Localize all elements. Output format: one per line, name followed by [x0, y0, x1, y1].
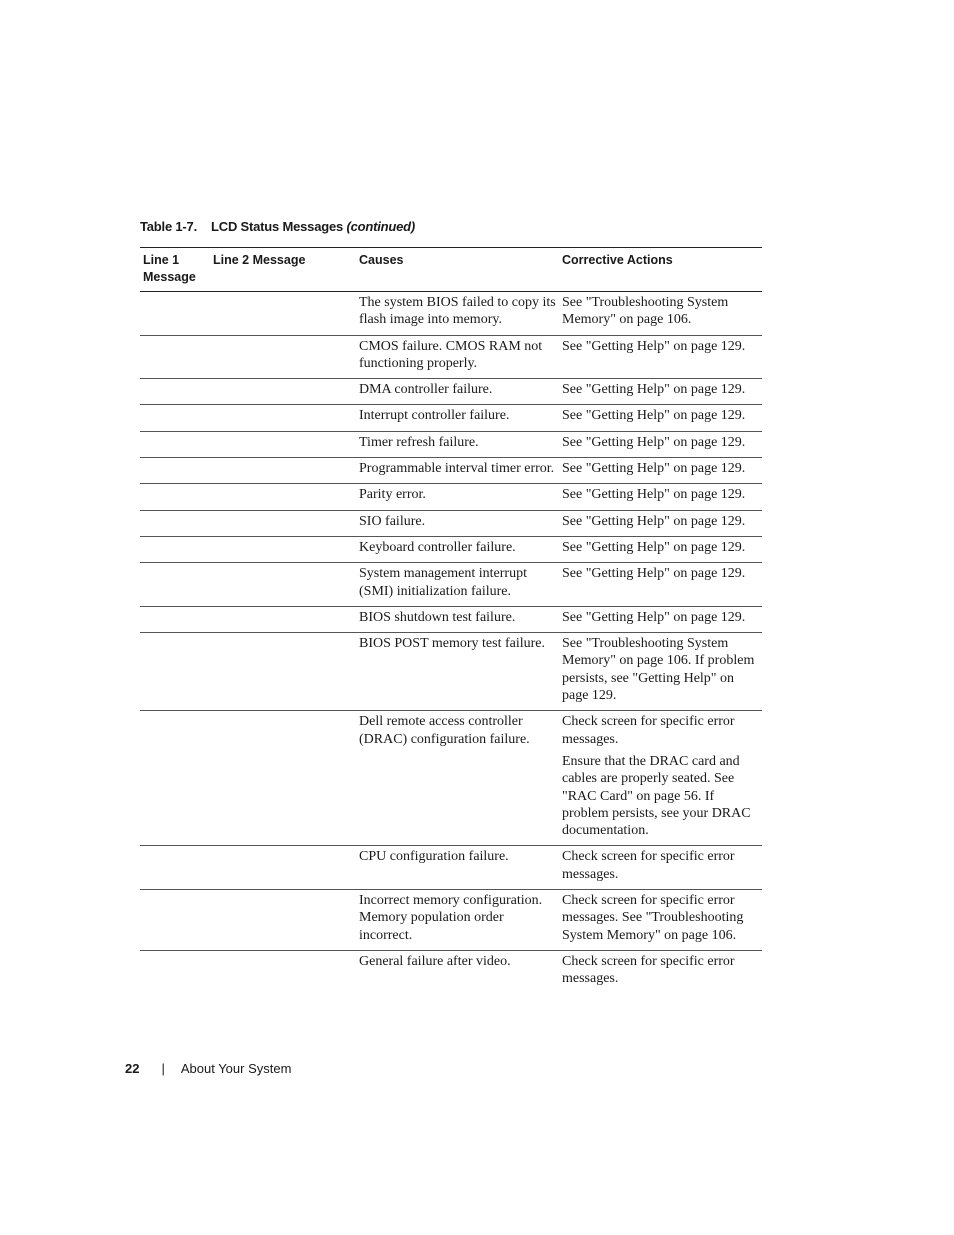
corrective-action-text: Check screen for specific error messages.: [562, 953, 735, 987]
table-body: [140, 292, 762, 994]
line1-message-cell: [140, 484, 210, 510]
corrective-action-text: See "Getting Help" on page 129.: [562, 408, 746, 424]
header-corrective-actions: Corrective Actions: [559, 248, 762, 292]
corrective-action-cell: [559, 484, 762, 510]
corrective-action-cell: [559, 379, 762, 405]
corrective-action-cell: [559, 711, 762, 846]
corrective-action-text: Ensure that the DRAC card and cables are properly seated. See "RAC Card" on page 56. If problem persists, see your DRAC documentation.: [562, 753, 751, 839]
line1-message-cell: [140, 510, 210, 536]
table-row: [140, 292, 762, 336]
corrective-action-text: Check screen for specific error messages.: [562, 849, 735, 882]
line2-message-cell: [210, 431, 356, 457]
page-number: 22: [125, 1061, 140, 1076]
line2-message-cell: [210, 379, 356, 405]
line2-message-cell: [210, 484, 356, 510]
table-row: [140, 606, 762, 632]
cause-cell: CMOS failure. CMOS RAM not functioning properly.: [356, 335, 559, 379]
corrective-action-cell: [559, 431, 762, 457]
corrective-action-cell: [559, 405, 762, 431]
table-row: [140, 431, 762, 457]
line1-message-cell: [140, 335, 210, 379]
line2-message-cell: [210, 510, 356, 536]
corrective-action-text: See "Troubleshooting System Memory" on page 106.: [562, 295, 729, 328]
line1-message-cell: [140, 379, 210, 405]
page-footer: [125, 1061, 291, 1076]
cause-cell: BIOS POST memory test failure.: [356, 633, 559, 711]
cause-cell: Programmable interval timer error.: [356, 458, 559, 484]
corrective-action-text: See "Getting Help" on page 129.: [562, 609, 746, 625]
line2-message-cell: [210, 846, 356, 890]
line2-message-cell: [210, 292, 356, 336]
line2-message-cell: [210, 890, 356, 951]
corrective-action-text: See "Getting Help" on page 129.: [562, 487, 746, 503]
corrective-action-text: See "Getting Help" on page 129.: [562, 539, 746, 555]
line1-message-cell: [140, 890, 210, 951]
corrective-action-cell: [559, 950, 762, 993]
corrective-action-cell: [559, 536, 762, 562]
table-row: [140, 890, 762, 951]
cause-cell: Interrupt controller failure.: [356, 405, 559, 431]
table-row: [140, 335, 762, 379]
corrective-action-text: See "Getting Help" on page 129.: [562, 566, 746, 582]
corrective-action-cell: [559, 335, 762, 379]
corrective-action-text: See "Getting Help" on page 129.: [562, 338, 746, 354]
line2-message-cell: [210, 633, 356, 711]
table-row: [140, 563, 762, 607]
cause-cell: Dell remote access controller (DRAC) configuration failure.: [356, 711, 559, 846]
corrective-action-text: See "Getting Help" on page 129.: [562, 513, 746, 529]
table-row: [140, 405, 762, 431]
line1-message-cell: [140, 405, 210, 431]
table-row: [140, 379, 762, 405]
corrective-action-cell: [559, 606, 762, 632]
corrective-action-text: See "Getting Help" on page 129.: [562, 461, 746, 477]
cause-cell: Incorrect memory configuration. Memory population order incorrect.: [356, 890, 559, 951]
line1-message-cell: [140, 846, 210, 890]
corrective-action-text: See "Getting Help" on page 129.: [562, 382, 746, 398]
cause-cell: System management interrupt (SMI) initialization failure.: [356, 563, 559, 607]
table-row: [140, 510, 762, 536]
line2-message-cell: [210, 563, 356, 607]
corrective-action-cell: [559, 458, 762, 484]
cause-cell: Keyboard controller failure.: [356, 536, 559, 562]
corrective-action-text: Check screen for specific error messages. See "Troubleshooting System Memory" on page 106.: [562, 893, 744, 943]
cause-cell: Timer refresh failure.: [356, 431, 559, 457]
cause-cell: CPU configuration failure.: [356, 846, 559, 890]
table-caption-continued: (continued): [346, 219, 416, 234]
table-header-row: [140, 248, 762, 292]
table-row: [140, 950, 762, 993]
line1-message-cell: [140, 950, 210, 993]
line1-message-cell: [140, 536, 210, 562]
line1-message-cell: [140, 431, 210, 457]
corrective-action-text: See "Troubleshooting System Memory" on page 106. If problem persists, see "Getting Help" on page 129.: [562, 636, 755, 704]
cause-cell: Parity error.: [356, 484, 559, 510]
line2-message-cell: [210, 335, 356, 379]
footer-separator: |: [161, 1061, 165, 1076]
corrective-action-cell: [559, 292, 762, 336]
line2-message-cell: [210, 950, 356, 993]
table-caption: [140, 219, 415, 234]
corrective-action-cell: [559, 510, 762, 536]
cause-cell: BIOS shutdown test failure.: [356, 606, 559, 632]
table-row: [140, 484, 762, 510]
cause-cell: General failure after video.: [359, 953, 511, 969]
line2-message-cell: [210, 606, 356, 632]
lcd-status-messages-table: [140, 247, 762, 994]
line1-message-cell: [140, 458, 210, 484]
table-row: [140, 458, 762, 484]
table-row: [140, 711, 762, 846]
header-line1-message: Line 1 Message: [140, 248, 210, 292]
header-line2-message: Line 2 Message: [210, 248, 356, 292]
line2-message-cell: [210, 405, 356, 431]
line2-message-cell: [210, 458, 356, 484]
line1-message-cell: [140, 711, 210, 846]
corrective-action-cell: [559, 633, 762, 711]
table-caption-label: Table 1-7.: [140, 219, 198, 234]
table-row: [140, 633, 762, 711]
line1-message-cell: [140, 292, 210, 336]
footer-section-title: About Your System: [180, 1061, 292, 1076]
table-row: [140, 846, 762, 890]
line1-message-cell: [140, 563, 210, 607]
corrective-action-cell: [559, 563, 762, 607]
cause-cell: The system BIOS failed to copy its flash image into memory.: [356, 292, 559, 336]
corrective-action-cell: [559, 890, 762, 951]
corrective-action-text: Check screen for specific error messages.: [562, 714, 735, 747]
table-row: [140, 536, 762, 562]
header-causes: Causes: [356, 248, 559, 292]
table-caption-title: LCD Status Messages: [211, 219, 344, 234]
corrective-action-cell: [559, 846, 762, 890]
cause-cell: DMA controller failure.: [356, 379, 559, 405]
line1-message-cell: [140, 606, 210, 632]
line2-message-cell: [210, 536, 356, 562]
cause-cell: SIO failure.: [356, 510, 559, 536]
corrective-action-text: See "Getting Help" on page 129.: [562, 434, 746, 450]
line1-message-cell: [140, 633, 210, 711]
line2-message-cell: [210, 711, 356, 846]
